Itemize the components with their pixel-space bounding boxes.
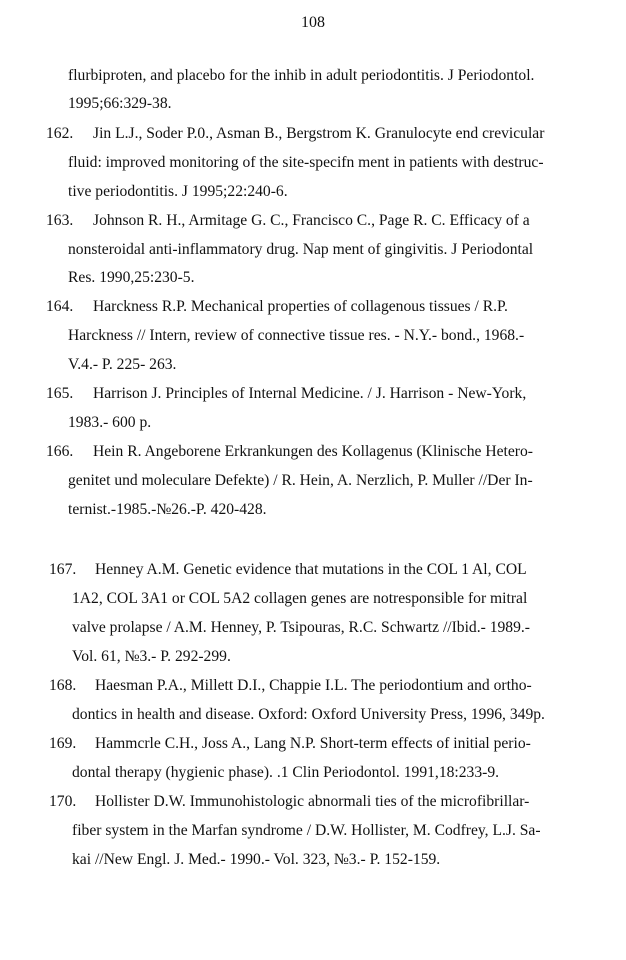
reference-163-line-2: nonsteroidal anti-inflammatory drug. Nap ment of gingivitis. J Periodontal: [68, 241, 534, 258]
reference-167-line-4: Vol. 61, №3.- P. 292-299.: [72, 648, 231, 665]
reference-number: 169.: [49, 735, 77, 752]
reference-167-first-line: [49, 560, 527, 580]
reference-number: 168.: [49, 677, 77, 694]
reference-170-first-line: [49, 792, 529, 812]
reference-163-line-3: Res. 1990,25:230-5.: [68, 269, 195, 286]
reference-170-line-2: fiber system in the Marfan syndrome / D.W. Hollister, M. Codfrey, L.J. Sa-: [72, 822, 541, 839]
reference-170-line-3: kai //New Engl. J. Med.- 1990.- Vol. 323, №3.- P. 152-159.: [72, 851, 441, 868]
reference-text: Hollister D.W. Immunohistologic abnormali ties of the microfibrillar-: [95, 793, 530, 810]
reference-number: 165.: [46, 385, 74, 402]
reference-166-first-line: [46, 442, 533, 462]
page-number: 108: [301, 14, 325, 31]
reference-166-line-3: ternist.-1985.-№26.-P. 420-428.: [68, 501, 267, 518]
reference-164-first-line: [46, 297, 508, 317]
reference-text: Harrison J. Principles of Internal Medicine. / J. Harrison - New-York,: [93, 385, 527, 402]
reference-165-first-line: [46, 384, 526, 404]
reference-cont-line-2: 1995;66:329-38.: [68, 95, 172, 112]
reference-text: Haesman P.A., Millett D.I., Chappie I.L. The periodontium and ortho-: [95, 677, 532, 694]
reference-number: 163.: [46, 212, 74, 229]
reference-164-line-2: Harckness // Intern, review of connective tissue res. - N.Y.- bond., 1968.-: [68, 327, 525, 344]
reference-162-line-3: tive periodontitis. J 1995;22:240-6.: [68, 183, 288, 200]
reference-166-line-2: genitet und moleculare Defekte) / R. Hein, A. Nerzlich, P. Muller //Der In-: [68, 472, 533, 489]
reference-text: Jin L.J., Soder P.0., Asman B., Bergstrom K. Granulocyte end crevicular: [93, 125, 545, 142]
reference-167-line-3: valve prolapse / A.M. Henney, P. Tsipouras, R.C. Schwartz //Ibid.- 1989.-: [72, 619, 530, 636]
reference-162-first-line: [46, 124, 544, 144]
reference-number: 164.: [46, 298, 74, 315]
reference-164-line-3: V.4.- P. 225- 263.: [68, 356, 177, 373]
reference-number: 166.: [46, 443, 74, 460]
reference-168-line-2: dontics in health and disease. Oxford: Oxford University Press, 1996, 349p.: [72, 706, 545, 723]
reference-text: Harckness R.P. Mechanical properties of collagenous tissues / R.P.: [93, 298, 508, 315]
reference-165-line-2: 1983.- 600 p.: [68, 414, 152, 431]
reference-163-first-line: [46, 211, 530, 231]
reference-cont-line-1: flurbiproten, and placebo for the inhib in adult periodontitis. J Periodontol.: [68, 67, 535, 84]
reference-number: 170.: [49, 793, 77, 810]
reference-167-line-2: 1A2, COL 3A1 or COL 5A2 collagen genes are notresponsible for mitral: [72, 590, 528, 607]
reference-168-first-line: [49, 676, 532, 696]
reference-number: 167.: [49, 561, 77, 578]
reference-text: Hein R. Angeborene Erkrankungen des Kollagenus (Klinische Hetero-: [93, 443, 533, 460]
reference-number: 162.: [46, 125, 74, 142]
reference-text: Hammcrle C.H., Joss A., Lang N.P. Short-term effects of initial perio-: [95, 735, 531, 752]
reference-text: Henney A.M. Genetic evidence that mutations in the COL 1 Al, COL: [95, 561, 527, 578]
reference-169-first-line: [49, 734, 531, 754]
reference-162-line-2: fluid: improved monitoring of the site-specifn ment in patients with destruc-: [68, 154, 544, 171]
reference-169-line-2: dontal therapy (hygienic phase). .1 Clin Periodontol. 1991,18:233-9.: [72, 764, 500, 781]
reference-text: Johnson R. H., Armitage G. C., Francisco C., Page R. C. Efficacy of a: [93, 212, 530, 229]
